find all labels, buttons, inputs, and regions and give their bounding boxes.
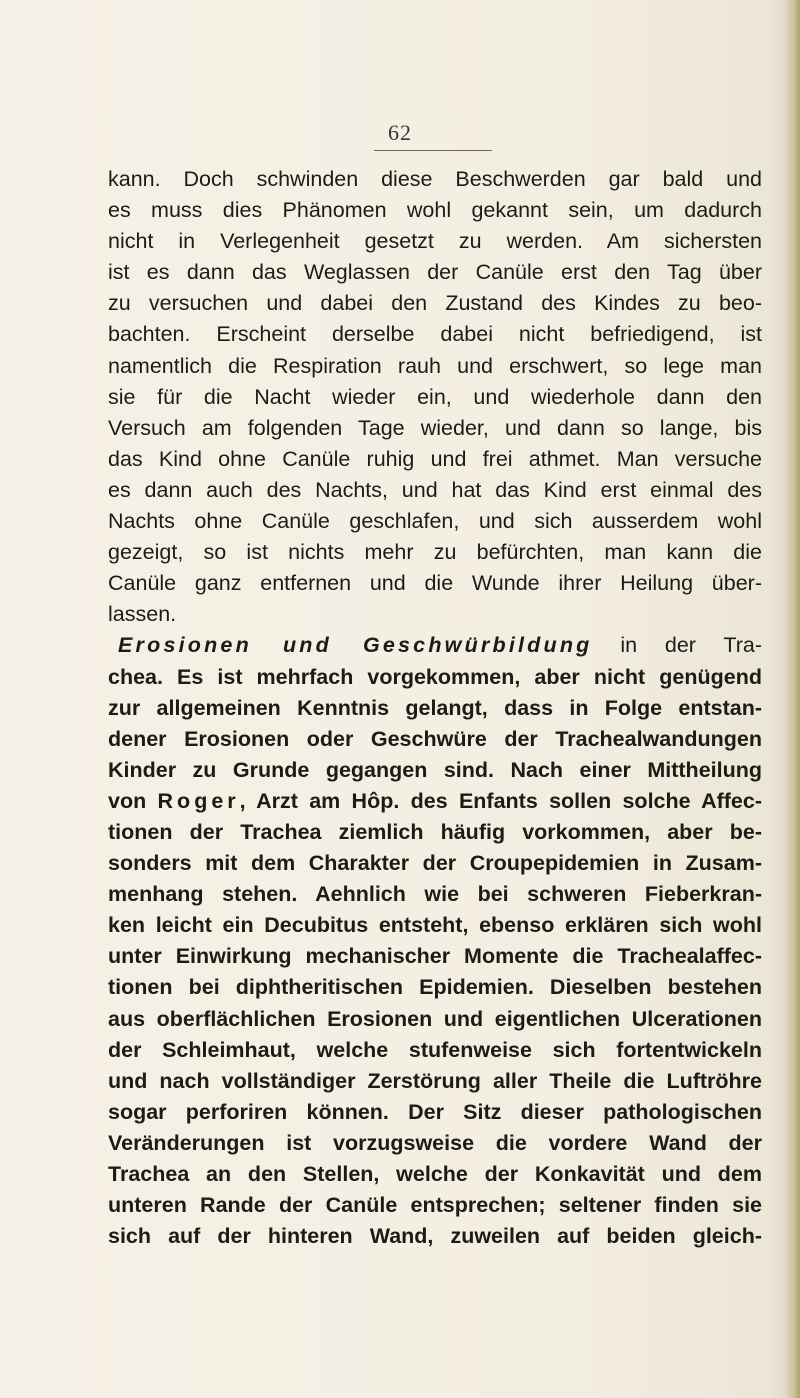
section-heading: Erosionen und Geschwürbildung xyxy=(118,633,593,658)
text-line: ken leicht ein Decubitus entsteht, ebenso erklären sich wohl xyxy=(108,913,762,938)
text-line: und nach vollständiger Zerstörung aller Theile die Luftröhre xyxy=(108,1068,762,1093)
text-line: Trachea an den Stellen, welche der Konkavität und dem xyxy=(108,1162,762,1186)
text-line: gezeigt, so ist nichts mehr zu befürchten, man kann die xyxy=(108,540,762,565)
page-edge-shadow xyxy=(784,0,800,1398)
text-line: es dann auch des Nachts, und hat das Kind erst einmal des xyxy=(108,477,762,502)
roger-line xyxy=(108,786,762,817)
text-line: lassen. xyxy=(108,602,177,627)
text-line: Versuch am folgenden Tage wieder, und dann so lange, bis xyxy=(108,415,762,440)
roger-suffix: , Arzt am Hôp. des Enfants sollen solche Affec- xyxy=(239,788,762,813)
section-first-line-tail: in der Tra- xyxy=(620,633,762,658)
page-number-underline xyxy=(374,150,492,151)
text-line: sich auf der hinteren Wand, zuweilen auf beiden gleich- xyxy=(108,1224,762,1249)
text-line: Kinder zu Grunde gegangen sind. Nach einer Mittheilung xyxy=(108,757,762,782)
text-line: Nachts ohne Canüle geschlafen, und sich ausserdem wohl xyxy=(108,509,762,534)
text-line: sogar perforiren können. Der Sitz dieser pathologischen xyxy=(108,1099,762,1124)
text-line: sie für die Nacht wieder ein, und wiederhole dann den xyxy=(108,384,762,409)
text-line: ist es dann das Weglassen der Canüle erst den Tag über xyxy=(108,260,762,285)
text-line: aus oberflächlichen Erosionen und eigentlichen Ulcerationen xyxy=(108,1006,762,1031)
text-line: tionen der Trachea ziemlich häufig vorkommen, aber be- xyxy=(108,819,762,844)
section-first-line xyxy=(108,630,762,661)
body-text xyxy=(108,164,762,1252)
text-line: namentlich die Respiration rauh und erschwert, so lege man xyxy=(108,353,762,378)
roger-prefix: von xyxy=(108,788,147,813)
author-name: Roger xyxy=(157,788,240,813)
text-line: sonders mit dem Charakter der Croupepidemien in Zusam- xyxy=(108,851,762,876)
text-line: menhang stehen. Aehnlich wie bei schweren Fieberkran- xyxy=(108,882,762,907)
text-line: nicht in Verlegenheit gesetzt zu werden. Am sichersten xyxy=(108,229,762,254)
page-number: 62 xyxy=(388,120,412,145)
text-line: kann. Doch schwinden diese Beschwerden gar bald und xyxy=(108,167,762,191)
text-line: zur allgemeinen Kenntnis gelangt, dass in Folge entstan- xyxy=(108,695,762,720)
text-line: Veränderungen ist vorzugsweise die vordere Wand der xyxy=(108,1130,762,1155)
text-line: unter Einwirkung mechanischer Momente die Trachealaffec- xyxy=(108,944,762,969)
text-line: der Schleimhaut, welche stufenweise sich fortentwickeln xyxy=(108,1037,762,1062)
text-line: chea. Es ist mehrfach vorgekommen, aber nicht genügend xyxy=(108,664,762,689)
text-line: dener Erosionen oder Geschwüre der Trachealwandungen xyxy=(108,726,762,751)
text-line: tionen bei diphtheritischen Epidemien. Dieselben bestehen xyxy=(108,975,762,1000)
text-line: bachten. Erscheint derselbe dabei nicht befriedigend, ist xyxy=(108,322,762,347)
text-line: es muss dies Phänomen wohl gekannt sein, um dadurch xyxy=(108,198,762,223)
text-line: das Kind ohne Canüle ruhig und frei athmet. Man versuche xyxy=(108,446,762,471)
text-line: Canüle ganz entfernen und die Wunde ihrer Heilung über- xyxy=(108,571,762,596)
text-line: zu versuchen und dabei den Zustand des Kindes zu beo- xyxy=(108,291,762,316)
text-line: unteren Rande der Canüle entsprechen; seltener finden sie xyxy=(108,1193,762,1218)
